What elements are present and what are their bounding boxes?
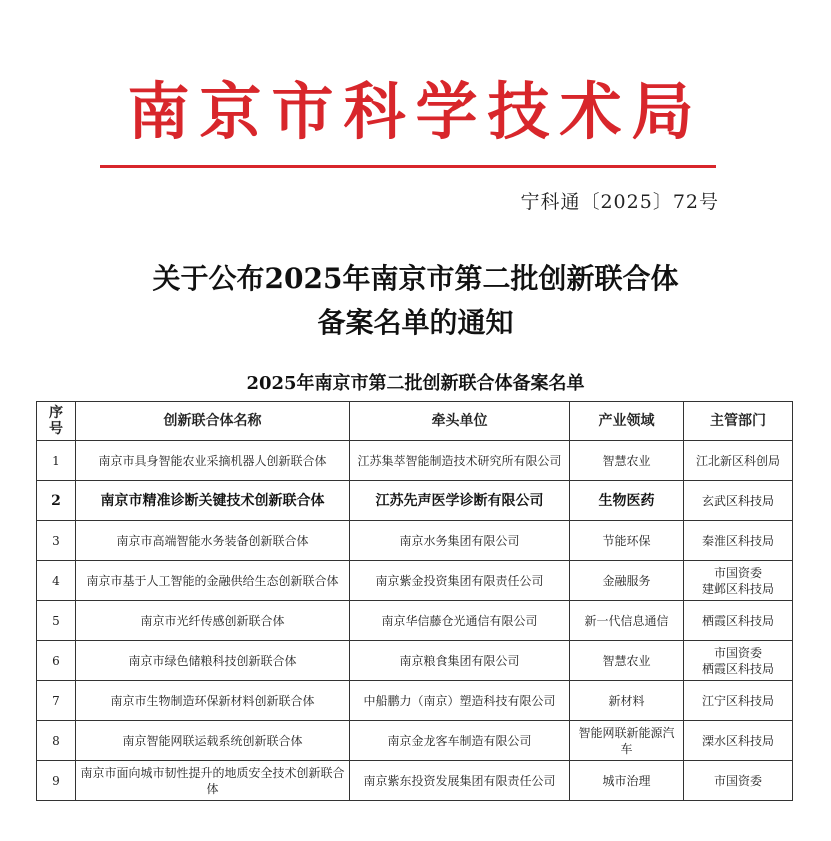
row-lead-unit: 中船鹏力（南京）塑造科技有限公司 (350, 681, 570, 721)
row-department (684, 521, 793, 561)
table-row (37, 601, 793, 641)
filing-list-table (36, 401, 793, 801)
row-lead-unit: 南京紫东投资发展集团有限责任公司 (350, 761, 570, 801)
row-department-line-1: 市国资委 (713, 565, 762, 580)
document-number: 宁科通〔2025〕72号 (520, 191, 719, 213)
table-header-row (37, 402, 793, 441)
row-department-line-2: 建邺区科技局 (701, 581, 774, 596)
row-department-line-2: 栖霞区科技局 (701, 661, 774, 676)
row-department-line-1: 市国资委 (713, 773, 762, 788)
row-index: 1 (37, 441, 76, 481)
row-department-line-1: 江北新区科创局 (695, 453, 780, 468)
table-row (37, 521, 793, 561)
row-department-line-1: 江宁区科技局 (701, 693, 774, 708)
table-row (37, 641, 793, 681)
row-lead-unit: 南京紫金投资集团有限责任公司 (350, 561, 570, 601)
row-name: 南京市精准诊断关键技术创新联合体 (76, 481, 350, 521)
row-department (684, 681, 793, 721)
row-name: 南京市生物制造环保新材料创新联合体 (76, 681, 350, 721)
masthead-title: 南京市科学技术局 (127, 75, 704, 148)
table-caption: 2025年南京市第二批创新联合体备案名单 (246, 373, 585, 394)
table-row (37, 441, 793, 481)
row-industry: 城市治理 (570, 761, 684, 801)
row-index: 4 (37, 561, 76, 601)
row-industry: 生物医药 (570, 481, 684, 521)
notice-title-line-1: 关于公布2025年南京市第二批创新联合体 (152, 262, 679, 295)
row-department (684, 761, 793, 801)
row-name: 南京市绿色储粮科技创新联合体 (76, 641, 350, 681)
row-department (684, 481, 793, 521)
header-index-line-2: 号 (49, 421, 63, 437)
notice-title-line-2: 备案名单的通知 (317, 306, 514, 339)
row-index: 2 (37, 481, 76, 521)
row-department-line-1: 市国资委 (713, 645, 762, 660)
row-lead-unit: 南京水务集团有限公司 (350, 521, 570, 561)
row-industry: 智慧农业 (570, 441, 684, 481)
row-industry: 智能网联新能源汽车 (570, 721, 684, 761)
row-department-line-1: 溧水区科技局 (701, 733, 774, 748)
row-index: 7 (37, 681, 76, 721)
row-department (684, 641, 793, 681)
row-department (684, 601, 793, 641)
row-index: 5 (37, 601, 76, 641)
row-lead-unit: 南京华信藤仓光通信有限公司 (350, 601, 570, 641)
header-index (37, 402, 76, 441)
row-department (684, 721, 793, 761)
row-lead-unit: 江苏集萃智能制造技术研究所有限公司 (350, 441, 570, 481)
row-index: 3 (37, 521, 76, 561)
row-lead-unit: 南京粮食集团有限公司 (350, 641, 570, 681)
table-row (37, 721, 793, 761)
row-name: 南京智能网联运载系统创新联合体 (76, 721, 350, 761)
row-industry: 新一代信息通信 (570, 601, 684, 641)
row-department-line-1: 秦淮区科技局 (701, 533, 774, 548)
row-lead-unit: 江苏先声医学诊断有限公司 (350, 481, 570, 521)
table-row (37, 761, 793, 801)
row-index: 8 (37, 721, 76, 761)
table-row (37, 481, 793, 521)
row-department-line-1: 玄武区科技局 (701, 493, 774, 508)
row-industry: 节能环保 (570, 521, 684, 561)
header-name: 创新联合体名称 (76, 402, 350, 441)
row-department (684, 441, 793, 481)
red-divider-line (100, 165, 716, 168)
header-industry: 产业领域 (570, 402, 684, 441)
row-name: 南京市光纤传感创新联合体 (76, 601, 350, 641)
row-lead-unit: 南京金龙客车制造有限公司 (350, 721, 570, 761)
header-index-line-1: 序 (49, 405, 63, 421)
row-name: 南京市基于人工智能的金融供给生态创新联合体 (76, 561, 350, 601)
row-name: 南京市面向城市韧性提升的地质安全技术创新联合体 (76, 761, 350, 801)
row-department-line-1: 栖霞区科技局 (701, 613, 774, 628)
row-industry: 金融服务 (570, 561, 684, 601)
row-index: 9 (37, 761, 76, 801)
header-lead-unit: 牵头单位 (350, 402, 570, 441)
row-name: 南京市高端智能水务装备创新联合体 (76, 521, 350, 561)
row-department (684, 561, 793, 601)
row-name: 南京市具身智能农业采摘机器人创新联合体 (76, 441, 350, 481)
row-industry: 智慧农业 (570, 641, 684, 681)
row-index: 6 (37, 641, 76, 681)
table-row (37, 561, 793, 601)
row-industry: 新材料 (570, 681, 684, 721)
table-row (37, 681, 793, 721)
header-department: 主管部门 (684, 402, 793, 441)
